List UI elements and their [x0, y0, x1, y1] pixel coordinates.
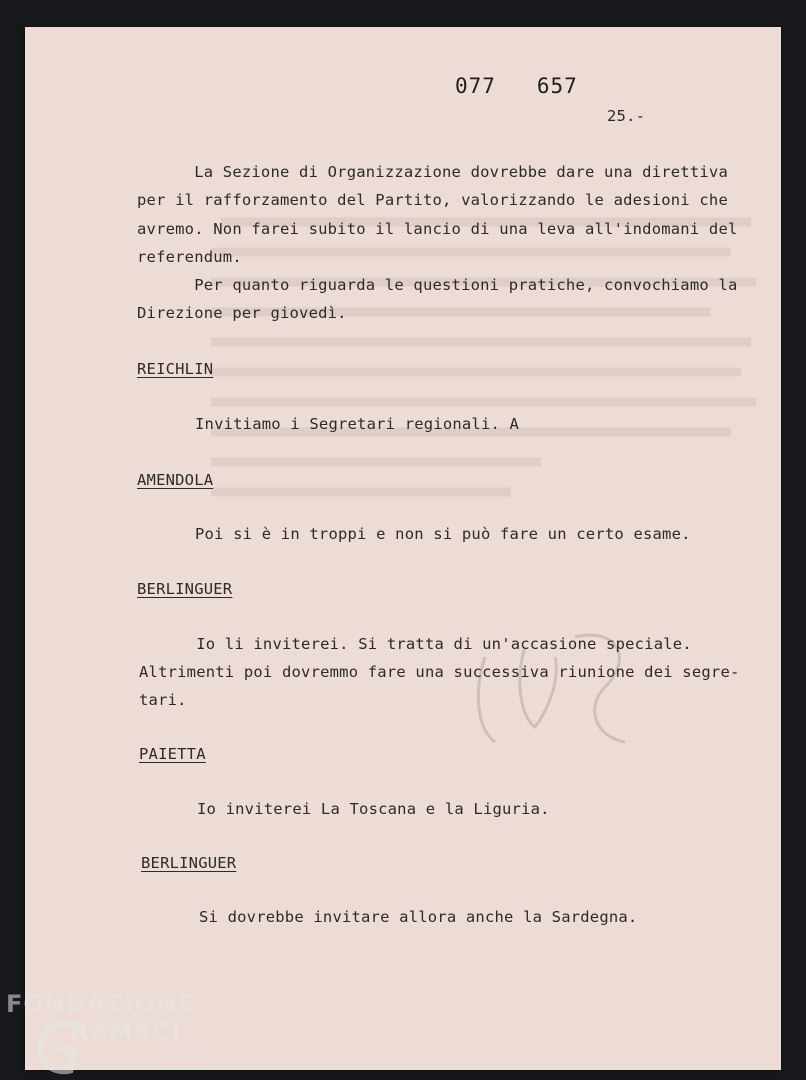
bleed-through-lines: [211, 192, 771, 512]
document-page: [25, 27, 781, 1070]
watermark-suffix: onlus: [168, 1048, 198, 1061]
paragraph-line: Direzione per giovedì.: [137, 304, 347, 322]
watermark-line-1: FONDAZIONE: [6, 990, 195, 1018]
speaker-name: REICHLIN: [137, 360, 214, 378]
page-number: 25.-: [607, 107, 646, 125]
speech-line: tari.: [139, 691, 187, 709]
paragraph-line: Per quanto riguarda le questioni pratiche, convochiamo la: [137, 276, 738, 294]
watermark-line-2: RAMSCI: [70, 1018, 181, 1046]
speech-line: Poi si è in troppi e non si può fare un certo esame.: [195, 525, 691, 543]
speaker-name: AMENDOLA: [137, 471, 214, 489]
speech-line: Si dovrebbe invitare allora anche la Sardegna.: [199, 908, 638, 926]
speech-line: Invitiamo i Segretari regionali. A: [195, 415, 520, 433]
paragraph-line: La Sezione di Organizzazione dovrebbe dare una direttiva: [137, 163, 728, 181]
speaker-name: BERLINGUER: [137, 580, 233, 598]
speaker-name: BERLINGUER: [141, 854, 237, 872]
paragraph-line: avremo. Non farei subito il lancio di una leva all'indomani del: [137, 220, 738, 238]
speaker-name: PAIETTA: [139, 745, 206, 763]
paragraph-line: referendum.: [137, 248, 242, 266]
speech-line: Altrimenti poi dovremmo fare una successiva riunione dei segre-: [139, 663, 740, 681]
document-number: 077 657: [455, 74, 578, 98]
speech-line: Io li inviterei. Si tratta di un'accasione speciale.: [139, 635, 692, 653]
speech-line: Io inviterei La Toscana e la Liguria.: [197, 800, 550, 818]
paragraph-line: per il rafforzamento del Partito, valorizzando le adesioni che: [137, 191, 728, 209]
